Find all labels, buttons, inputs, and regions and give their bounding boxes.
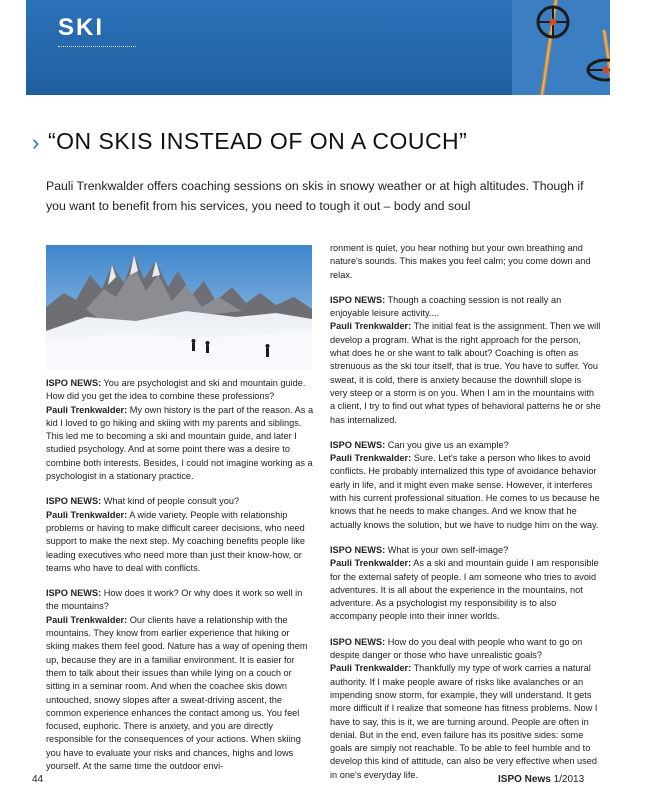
page-number: 44	[32, 774, 44, 785]
qa-block	[330, 294, 601, 427]
left-column	[46, 377, 314, 785]
question-label: ISPO NEWS:	[330, 636, 386, 647]
question-label: ISPO NEWS:	[330, 544, 386, 555]
question-label: ISPO NEWS:	[46, 588, 102, 599]
headline-arrow-icon: ›	[32, 130, 40, 155]
qa-block	[46, 377, 314, 483]
answer-label: Pauli Trenkwalder:	[330, 558, 412, 569]
qa-block	[46, 495, 314, 575]
answer-text: Sure. Let's take a person who likes to avoid conflicts. He probably internalized this type of avoidance behavior early in life, and it might even make sense. However, it interferes with his current professional situation. He comes to us because he knows that he needs to make changes. And we know that he actually knows the solution, but we have to nudge him on the way.	[330, 453, 600, 530]
footer-magazine	[498, 774, 584, 785]
question-text: What kind of people consult you?	[101, 496, 240, 507]
section-banner	[26, 0, 610, 95]
question-label: ISPO NEWS:	[46, 378, 102, 388]
headline-text: “ON SKIS INSTEAD OF ON A COUCH”	[48, 128, 468, 154]
qa-block	[46, 587, 314, 773]
mountain-photo	[46, 245, 312, 370]
qa-block	[330, 544, 601, 624]
qa-block	[330, 439, 601, 532]
answer-text: Our clients have a relationship with the mountains. They know from earlier experience that hiking or skiing makes them feel good. Nature has a way of opening them up, because they are in a familiar environment. It is easier for them to talk about their issues than while lying on a couch or sitting in a seminar room. And when the coachee skis down untouched, snowy slopes after a sweat-driving ascent, the common experience enhances the contact among us. You feel focused, euphoric. There is anxiety, and you are directly responsible for the consequences of your actions. When skiing you have to evaluate your risks and chances, highs and lows yourself. At the same time the outdoor envi-	[46, 614, 308, 772]
question-label: ISPO NEWS:	[330, 439, 386, 450]
answer-text: The initial feat is the assignment. Then we will develop a program. What is the right approach for the person, what does he or she want to talk about? Coaching is often as strenuous as the ski tour itself, that is true. You have to suffer. You sweat, it is cold, there is anxiety because the downhill slope is very steep or a storm is on you. When I am in the mountains with a client, I try to find out what types of behavioral patterns he or she has internalized.	[330, 321, 601, 425]
question-text: How do you deal with people who want to go on despite danger or those who have unrealistic goals?	[330, 636, 583, 661]
section-label: SKI	[58, 14, 105, 41]
answer-label: Pauli Trenkwalder:	[46, 404, 128, 415]
continued-text: ronment is quiet, you hear nothing but your own breathing and nature's sounds. This makes you feel calm; you come down and relax.	[330, 243, 591, 280]
answer-label: Pauli Trenkwalder:	[46, 614, 128, 625]
question-text: Though a coaching session is not really an enjoyable leisure activity....	[330, 294, 562, 319]
ski-poles-image	[512, 0, 610, 95]
magazine-name: ISPO News	[498, 774, 551, 785]
answer-text: A wide variety. People with relationship problems or having to make difficult career decisions, who need support to make the next step. My coaching benefits people like leading executives who need more than just their know-how, or teams who have to deal with conflicts.	[46, 509, 305, 573]
answer-text: As a ski and mountain guide I am responsible for the external safety of people. I am someone who tries to avoid adventures. It is all about the experience in the mountains, not adventure. As a psychologist my responsibility is to also accompany people into their inner worlds.	[330, 558, 599, 622]
question-label: ISPO NEWS:	[46, 496, 102, 507]
answer-label: Pauli Trenkwalder:	[330, 453, 412, 464]
question-text: What is your own self-image?	[385, 544, 509, 555]
headline	[32, 128, 612, 160]
question-text: Can you give us an example?	[385, 439, 509, 450]
answer-label: Pauli Trenkwalder:	[330, 663, 412, 674]
question-label: ISPO NEWS:	[330, 294, 386, 305]
answer-text: My own history is the part of the reason. As a kid I loved to go hiking and skiing with my parents and siblings. This led me to becoming a ski and mountain guide, and later I studied psychology. And at some point there was a desire to combine both interests. Besides, I could not imagine working as a psychologist in a stationary practice.	[46, 404, 314, 482]
question-text: How does it work? Or why does it work so well in the mountains?	[46, 588, 303, 612]
intro-paragraph: Pauli Trenkwalder offers coaching sessions on skis in snowy weather or at high altitudes. Though if you want to benefit from his services, you need to tough it out – body and soul	[46, 179, 584, 213]
answer-label: Pauli Trenkwalder:	[330, 321, 412, 332]
issue-number: 1/2013	[553, 774, 585, 785]
qa-block	[330, 636, 601, 782]
right-column	[330, 242, 601, 794]
answer-text: Thankfully my type of work carries a natural authority. If I make people aware of risks like avalanches or an impending snow storm, for example, they will understand. It gets more difficult if I realize that someone has fitness problems. Now I have to say, this is it, we are turning around. People are often in denial. But in the end, even failure has its positive sides: some goals are simply not reachable. To be able to feel humble and to develop this kind of attitude, can also be very effective when used in one's everyday life.	[330, 663, 598, 780]
section-underline	[58, 46, 136, 47]
answer-label: Pauli Trenkwalder:	[46, 509, 128, 520]
question-text: You are psychologist and ski and mountain guide. How did you get the idea to combine these professions?	[46, 378, 306, 402]
